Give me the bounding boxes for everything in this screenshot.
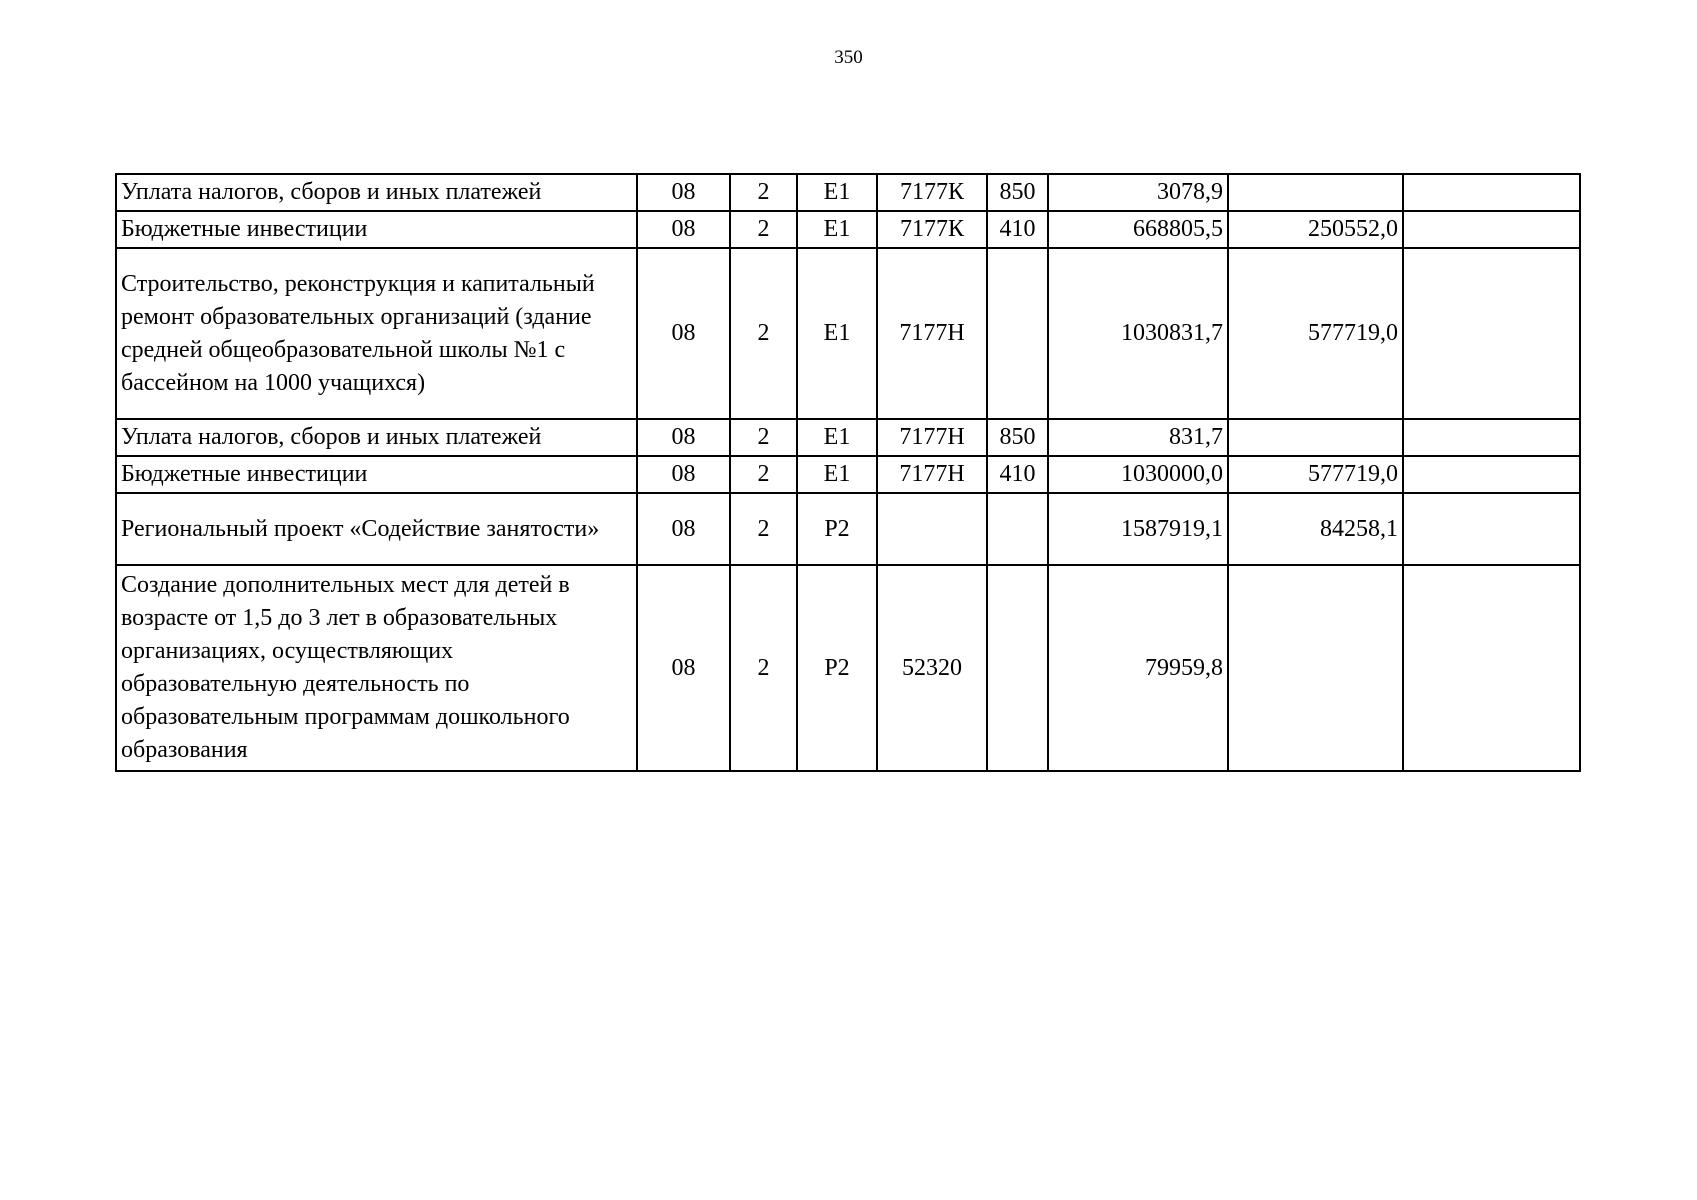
article-code <box>877 493 987 565</box>
sum-2 <box>1228 565 1403 771</box>
table-row <box>116 565 1580 771</box>
sum-1: 79959,8 <box>1048 565 1228 771</box>
section-code: 08 <box>637 211 730 248</box>
article-code: 7177К <box>877 174 987 211</box>
expense-type-code: 410 <box>987 211 1048 248</box>
program-code: Е1 <box>797 419 877 456</box>
expense-type-code <box>987 248 1048 419</box>
section-code: 08 <box>637 456 730 493</box>
sum-3 <box>1403 456 1580 493</box>
budget-table <box>115 173 1581 772</box>
article-code: 7177К <box>877 211 987 248</box>
subsection-code: 2 <box>730 565 797 771</box>
sum-3 <box>1403 211 1580 248</box>
row-name: Создание дополнительных мест для детей в возрасте от 1,5 до 3 лет в образовательных организациях, осуществляющих образовательную деятельность по образовательным программам дошкольного образования <box>116 565 637 771</box>
article-code: 7177Н <box>877 419 987 456</box>
table-row <box>116 248 1580 419</box>
sum-2: 577719,0 <box>1228 248 1403 419</box>
sum-1: 1030831,7 <box>1048 248 1228 419</box>
sum-2: 577719,0 <box>1228 456 1403 493</box>
sum-3 <box>1403 565 1580 771</box>
sum-2 <box>1228 174 1403 211</box>
row-name: Строительство, реконструкция и капитальный ремонт образовательных организаций (здание средней общеобразовательной школы №1 с бассейном на 1000 учащихся) <box>116 248 637 419</box>
subsection-code: 2 <box>730 493 797 565</box>
program-code: Е1 <box>797 248 877 419</box>
table-row <box>116 456 1580 493</box>
sum-3 <box>1403 493 1580 565</box>
expense-type-code <box>987 565 1048 771</box>
expense-type-code <box>987 493 1048 565</box>
sum-2: 84258,1 <box>1228 493 1403 565</box>
row-name: Бюджетные инвестиции <box>116 456 637 493</box>
section-code: 08 <box>637 419 730 456</box>
sum-3 <box>1403 174 1580 211</box>
subsection-code: 2 <box>730 456 797 493</box>
row-name: Уплата налогов, сборов и иных платежей <box>116 419 637 456</box>
sum-1: 1587919,1 <box>1048 493 1228 565</box>
section-code: 08 <box>637 565 730 771</box>
sum-2: 250552,0 <box>1228 211 1403 248</box>
expense-type-code: 850 <box>987 174 1048 211</box>
table-row <box>116 493 1580 565</box>
article-code: 7177Н <box>877 456 987 493</box>
article-code: 52320 <box>877 565 987 771</box>
sum-3 <box>1403 419 1580 456</box>
program-code: Р2 <box>797 565 877 771</box>
sum-2 <box>1228 419 1403 456</box>
subsection-code: 2 <box>730 419 797 456</box>
row-name: Уплата налогов, сборов и иных платежей <box>116 174 637 211</box>
sum-1: 831,7 <box>1048 419 1228 456</box>
sum-1: 3078,9 <box>1048 174 1228 211</box>
section-code: 08 <box>637 174 730 211</box>
table-row <box>116 419 1580 456</box>
program-code: Е1 <box>797 456 877 493</box>
section-code: 08 <box>637 493 730 565</box>
subsection-code: 2 <box>730 211 797 248</box>
expense-type-code: 410 <box>987 456 1048 493</box>
program-code: Р2 <box>797 493 877 565</box>
subsection-code: 2 <box>730 248 797 419</box>
table-row <box>116 211 1580 248</box>
sum-3 <box>1403 248 1580 419</box>
row-name: Региональный проект «Содействие занятости» <box>116 493 637 565</box>
page-number: 350 <box>834 47 863 68</box>
table-row <box>116 174 1580 211</box>
row-name: Бюджетные инвестиции <box>116 211 637 248</box>
subsection-code: 2 <box>730 174 797 211</box>
section-code: 08 <box>637 248 730 419</box>
expense-type-code: 850 <box>987 419 1048 456</box>
sum-1: 668805,5 <box>1048 211 1228 248</box>
program-code: Е1 <box>797 211 877 248</box>
article-code: 7177Н <box>877 248 987 419</box>
program-code: Е1 <box>797 174 877 211</box>
sum-1: 1030000,0 <box>1048 456 1228 493</box>
